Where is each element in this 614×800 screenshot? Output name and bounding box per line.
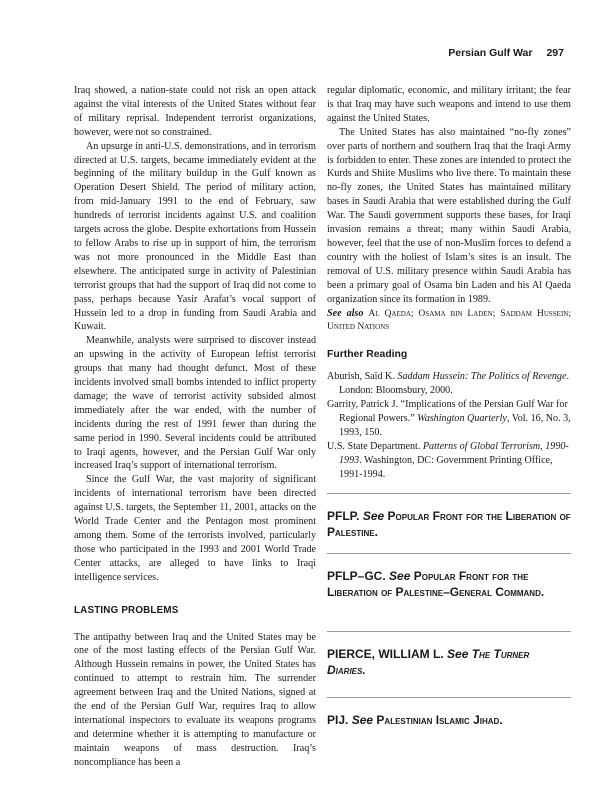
see-also-refs[interactable]: Al Qaeda; Osama bin Laden; Saddam Hussein; United Nations (327, 307, 571, 333)
body-paragraph: The United States has also maintained “no-fly zones” over parts of northern and southern Iraq that the Iraqi Army is forbidden to enter. These zones are intended to protect the Kurds and Shiite Muslims who live there. To maintain these no-fly zones, the United States has maintained military bases in Saudi Arabia that were established during the Gulf War. The Saudi government supports these bases, for Iraqi invasion remains a threat; many within Saudi Arabia, however, feel that the use of non-Muslim forces to defend a country with the holiest of Islam’s sites is an insult. The removal of U.S. military presence within Saudi Arabia has been a primary goal of Osama bin Laden and his Al Qaeda organization since its formation in 1989. (327, 126, 571, 305)
running-head (448, 47, 564, 59)
entry-cross-reference[interactable]: Popular Front for the Liberation of Palestine. (327, 509, 571, 539)
entry-see-label: See (447, 647, 469, 661)
entry-headword: PIERCE, WILLIAM L. (327, 647, 444, 661)
reference-details: , Vol. 16, No. 3, 1993, 150. (339, 412, 571, 438)
reference-item (327, 370, 571, 398)
entry-headword: PIJ. (327, 713, 349, 727)
entry-pflp (327, 493, 571, 540)
left-column (74, 84, 316, 770)
reference-author: Garrity, Patrick J. “Implications of the Persian Gulf War for Regional Powers.” (327, 399, 568, 424)
reference-details: . London: Bloomsbury, 2000. (339, 371, 569, 397)
reference-title: Patterns of Global Terrorism, 1990-1993 (339, 440, 569, 466)
body-paragraph: Since the Gulf War, the vast majority of significant incidents of international terrorism have been directed against U.S. targets, the September 11, 2001, attacks on the World Trade Center and the Pentagon most prominent among them. Some of the terrorists involved, particularly those who participated in the 1993 and 2001 World Trade Center attacks, are alleged to have links to Iraqi intelligence services. (74, 474, 316, 583)
see-also-label: See also (327, 307, 364, 319)
reference-author: Aburish, Saïd K. (327, 371, 398, 383)
entry-cross-reference[interactable]: Popular Front for the Liberation of Palestine–General Command. (327, 569, 545, 599)
entry-cross-reference[interactable]: The Turner Diaries. (327, 647, 530, 677)
page-number: 297 (546, 47, 564, 59)
section-heading: LASTING PROBLEMS (74, 604, 179, 616)
entry-headword: PFLP–GC. (327, 569, 386, 583)
see-also (327, 307, 571, 335)
reference-title: Washington Quarterly (417, 412, 507, 424)
body-paragraph: Iraq showed, a nation-state could not risk an open attack against the vital interests of the United States without fear of military reprisal. Independent terrorist organizations, however, were not so constrained. (74, 85, 316, 138)
entry-headword: PFLP. (327, 509, 360, 523)
entry-pierce-william (327, 631, 571, 678)
entry-see-label: See (389, 569, 411, 583)
body-paragraph: regular diplomatic, economic, and military irritant; the fear is that Iraq may have such weapons and intend to use them against the United States. (327, 85, 571, 124)
reference-details: . Washington, DC: Government Printing Office, 1991-1994. (339, 454, 553, 480)
entry-cross-reference[interactable]: Palestinian Islamic Jihad. (376, 713, 503, 727)
body-paragraph: An upsurge in anti-U.S. demonstrations, and in terrorism directed at U.S. targets, became immediately evident at the beginning of the military buildup in the Gulf known as Operation Desert Shield. The period of military action, from mid-January 1991 to the end of February, saw hundreds of terrorist incidents against U.S. and coalition targets across the globe. Despite exhortations from Hussein to fellow Arabs to rise up in support of him, the terrorism was not more pronounced in the Middle East than elsewhere. The anticipated surge in activity of Palestinian terrorist groups that had the support of Iraq did not come to pass, perhaps because Yasir Arafat’s vocal support of Hussein led to a drop in funding from Saudi Arabia and Kuwait. (74, 140, 316, 333)
right-column (327, 84, 571, 481)
reference-item (327, 440, 571, 482)
body-paragraph: Meanwhile, analysts were surprised to discover instead an upswing in the activity of European leftist terrorist groups that many had thought defunct. Most of these incidents involved small bombs intended to inflict property damage; the wave of terrorist activity subsided almost immediately after the war ended, with the number of incidents during the rest of 1991 fewer than during the same period in 1990. Several incidents could be attributed to Iraqi agents, however, and the Persian Gulf War only increased Iraq’s support of international terrorism. (74, 335, 316, 472)
entry-see-label: See (362, 509, 385, 523)
reference-title: Saddam Hussein: The Politics of Revenge (397, 371, 567, 383)
further-reading-heading: Further Reading (327, 349, 408, 361)
reference-item (327, 398, 571, 440)
reference-author: U.S. State Department. (327, 440, 423, 452)
entry-see-label: See (351, 713, 374, 727)
body-paragraph: The antipathy between Iraq and the United States may be one of the most lasting effects of the Persian Gulf War. Although Hussein remains in power, the United States has continued to attempt to restrain him. The surrender agreement between Iraq and the United Nations, signed at the end of the Persian Gulf War, requires Iraq to allow international inspectors to evaluate its weapons programs and determine whether it is attempting to manufacture or maintain weapons of mass destruction. Iraq’s noncompliance has been a (74, 631, 316, 768)
entry-pij (327, 697, 571, 728)
running-head-title: Persian Gulf War (448, 47, 533, 59)
entry-pflp-gc (327, 553, 571, 600)
